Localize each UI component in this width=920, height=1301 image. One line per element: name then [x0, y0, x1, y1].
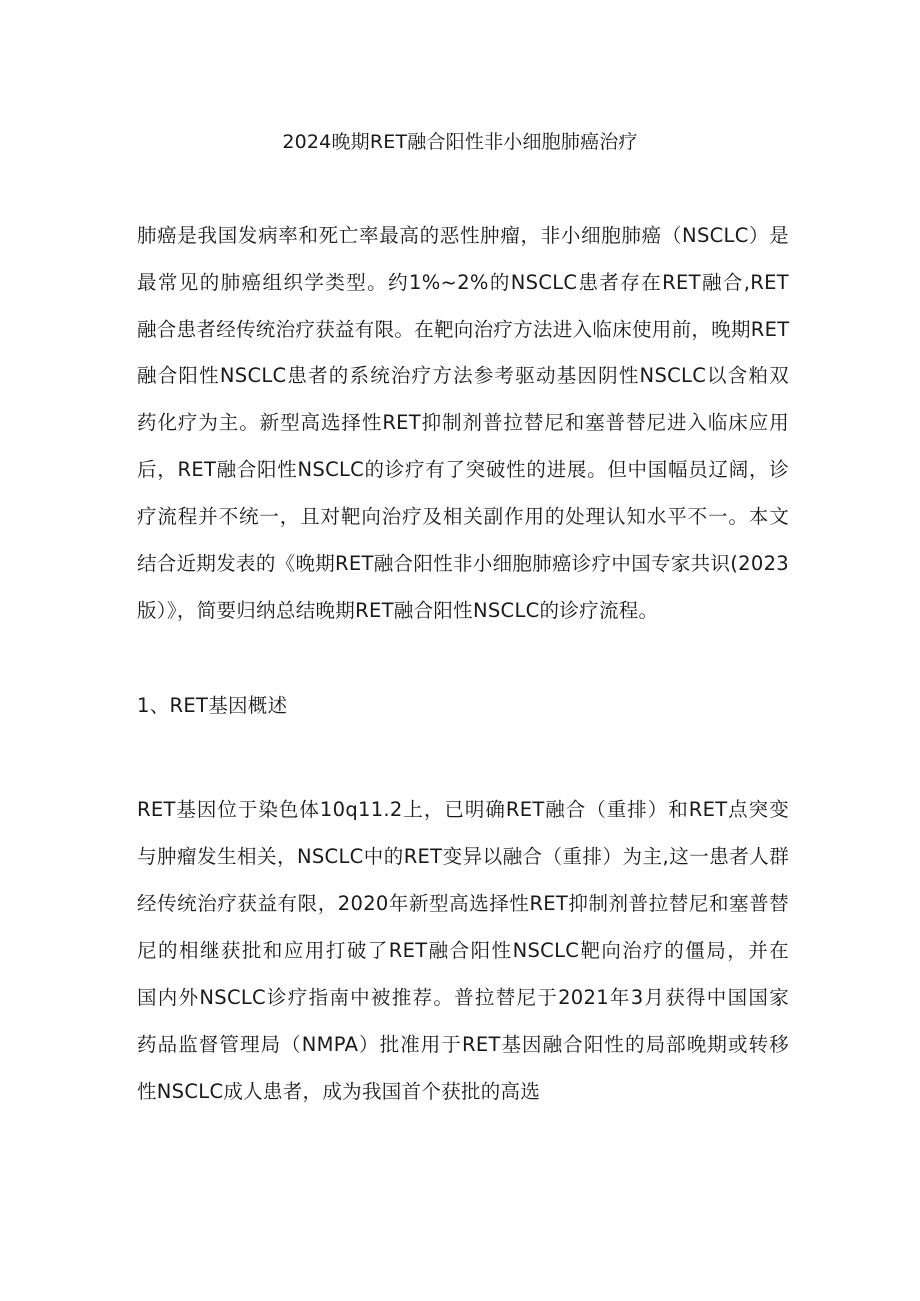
paragraph-line: 肺癌是我国发病率和死亡率最高的恶性肿瘤，非小细胞肺癌（NSCLC）是 [137, 224, 789, 247]
paragraph-line: 最常见的肺癌组织学类型。约1%~2%的NSCLC患者存在RET融合,RET [137, 271, 789, 294]
paragraph-line: 融合阳性NSCLC患者的系统治疗方法参考驱动基因阴性NSCLC以含粕双 [137, 364, 789, 387]
paragraph-line: 国内外NSCLC诊疗指南中被推荐。普拉替尼于2021年3月获得中国国家 [137, 986, 789, 1009]
paragraph-line: 药化疗为主。新型高选择性RET抑制剂普拉替尼和塞普替尼进入临床应用 [137, 411, 789, 434]
paragraph-line: 疗流程并不统一，且对靶向治疗及相关副作用的处理认知水平不一。本文 [137, 505, 789, 528]
paragraph-line: 与肿瘤发生相关，NSCLC中的RET变异以融合（重排）为主,这一患者人群 [137, 845, 789, 868]
paragraph-line: 尼的相继获批和应用打破了RET融合阳性NSCLC靶向治疗的僵局，并在 [137, 939, 789, 962]
paragraph-line: 版）》，简要归纳总结晚期RET融合阳性NSCLC的诊疗流程。 [137, 599, 659, 622]
paragraph-line: 药品监督管理局（NMPA）批准用于RET基因融合阳性的局部晚期或转移 [137, 1033, 789, 1056]
paragraph-line: RET基因位于染色体10q11.2上，已明确RET融合（重排）和RET点突变 [137, 798, 789, 821]
paragraph-line: 经传统治疗获益有限，2020年新型高选择性RET抑制剂普拉替尼和塞普替 [137, 892, 789, 915]
paragraph-line: 后，RET融合阳性NSCLC的诊疗有了突破性的进展。但中国幅员辽阔，诊 [137, 458, 789, 481]
page-title: 2024晚期RET融合阳性非小细胞肺癌治疗 [282, 131, 638, 153]
paragraph-line: 融合患者经传统治疗获益有限。在靶向治疗方法进入临床使用前，晚期RET [137, 318, 790, 341]
paragraph-line: 结合近期发表的《晚期RET融合阳性非小细胞肺癌诊疗中国专家共识(2023 [137, 552, 789, 575]
paragraph-line: 性NSCLC成人患者，成为我国首个获批的高选 [137, 1080, 541, 1103]
section-heading: 1、RET基因概述 [137, 694, 288, 717]
